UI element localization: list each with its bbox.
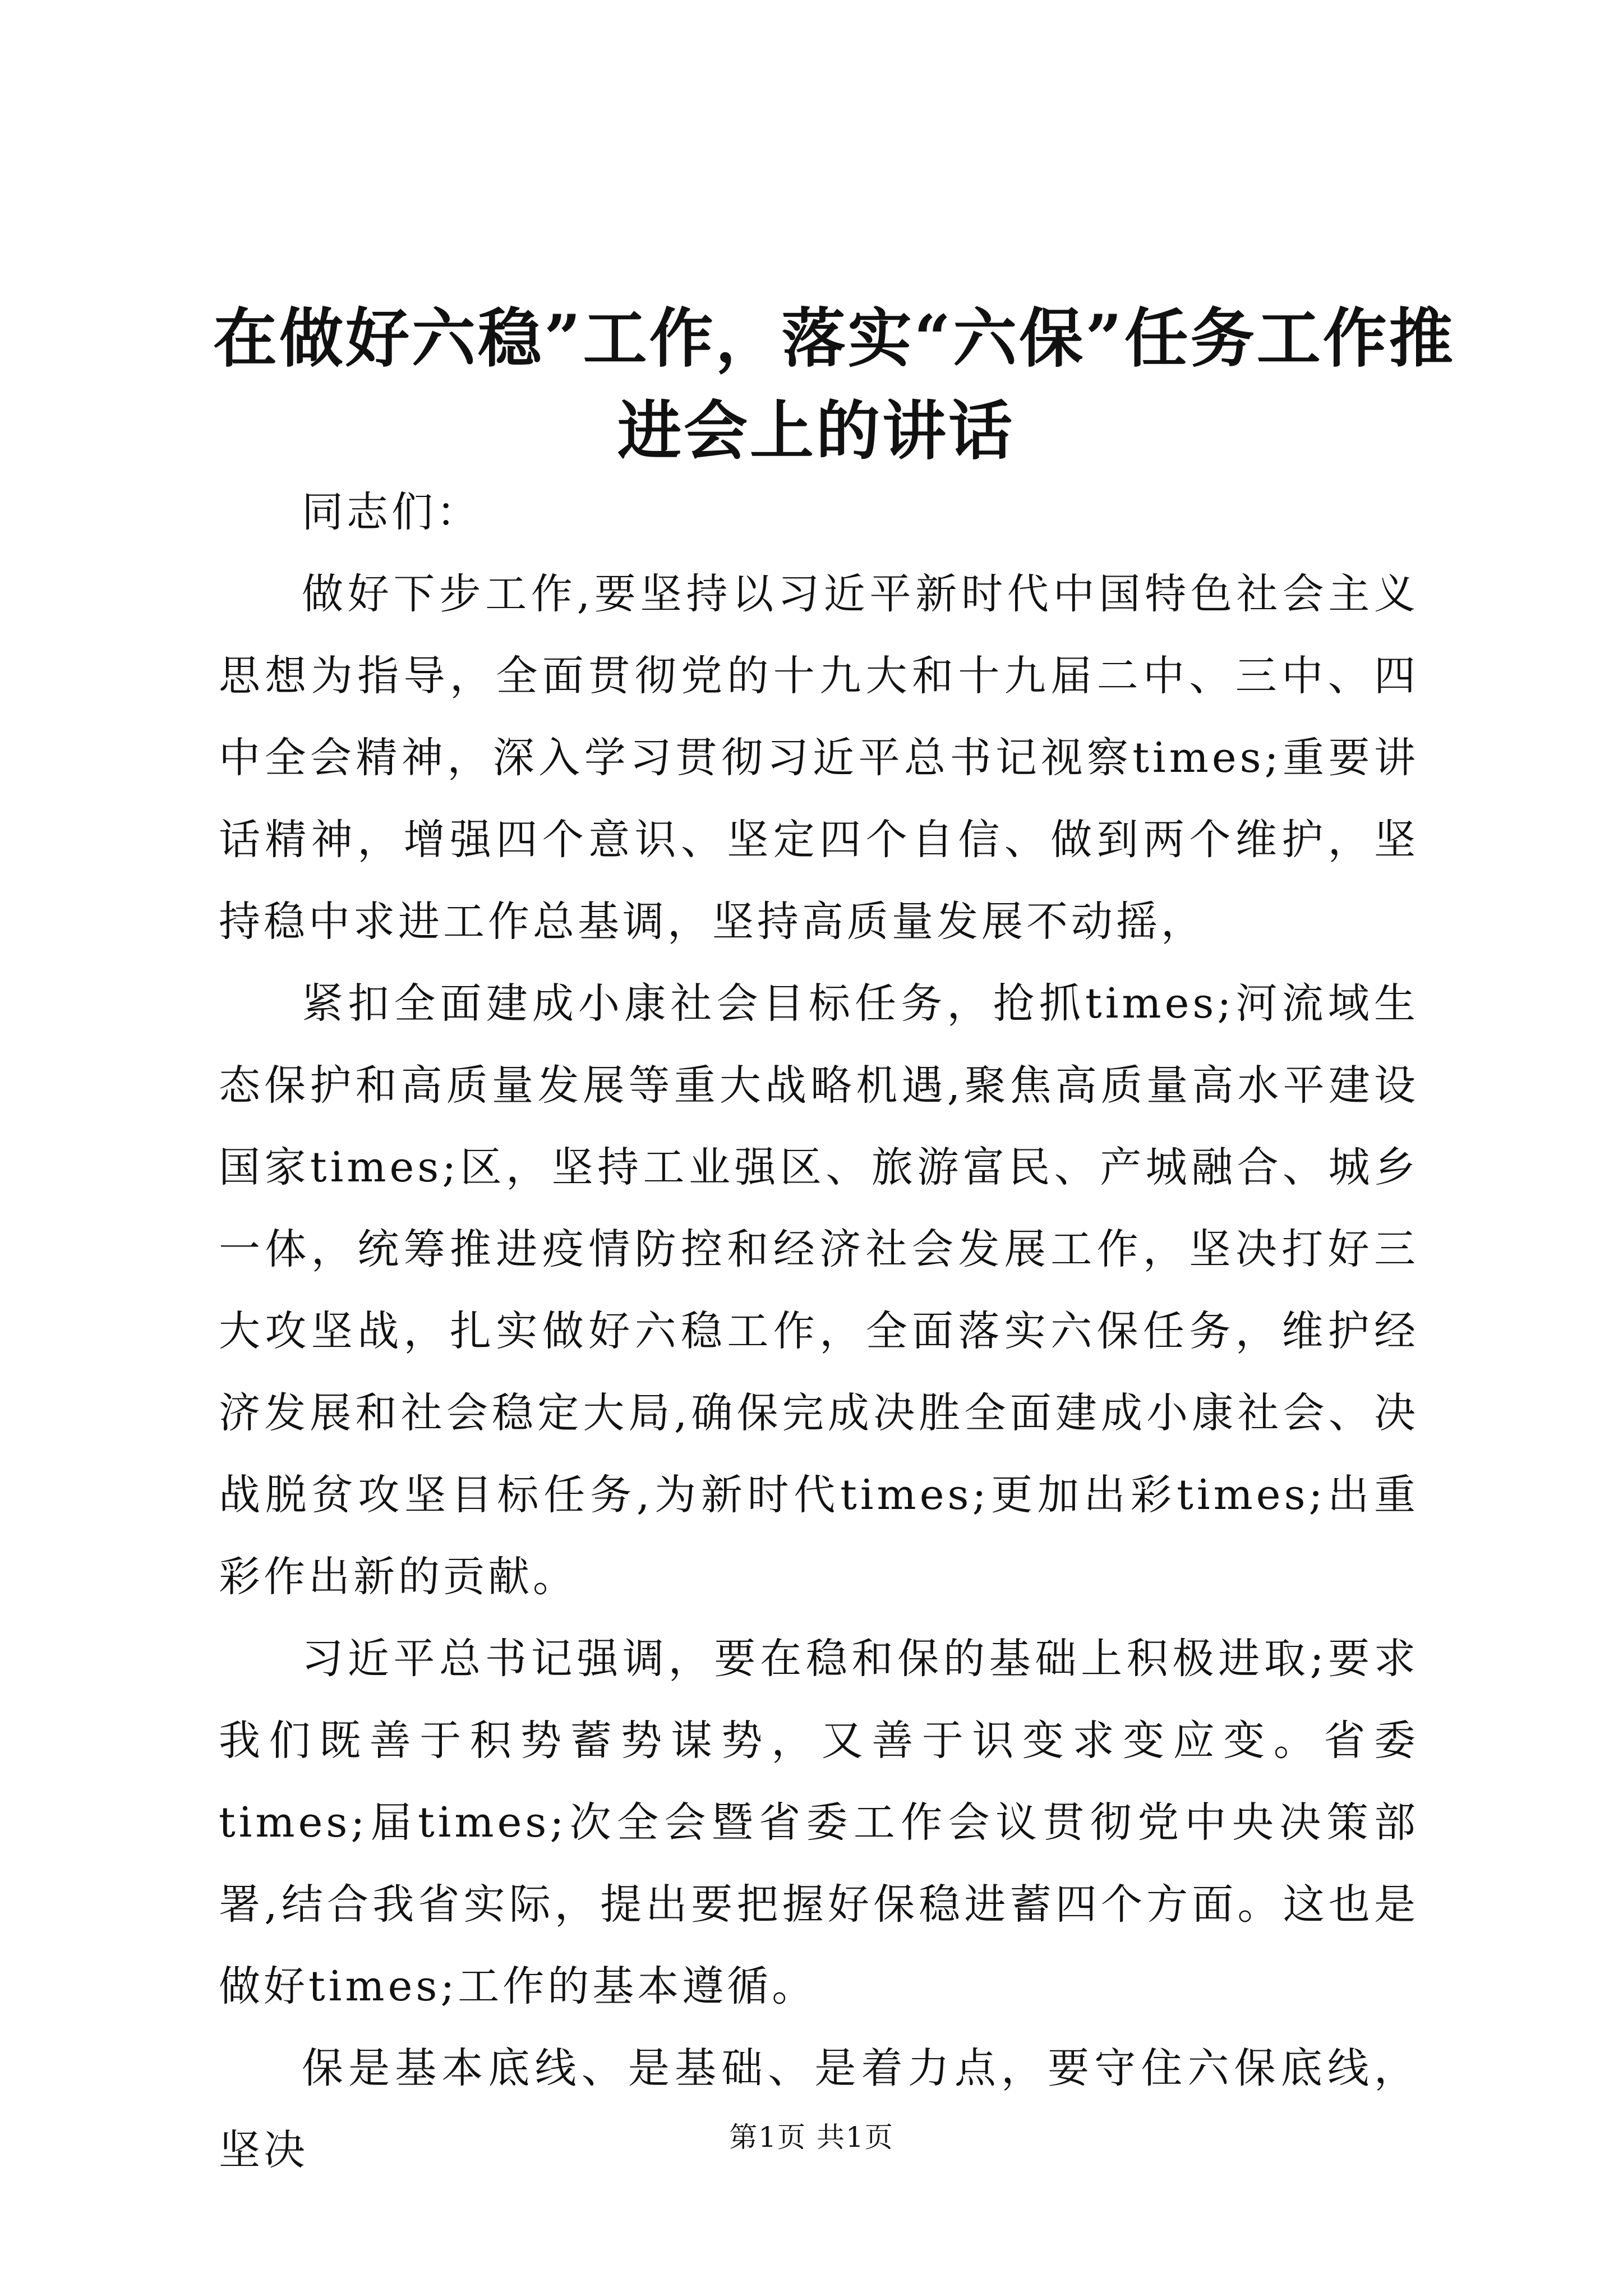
title-line-2: 进会上的讲话: [617, 393, 1015, 469]
document-title: [213, 292, 1455, 477]
salutation: 同志们：: [302, 488, 481, 536]
document-body: [219, 471, 1419, 2191]
paragraph-4: 保是基本底线、是基础、是着力点，要守住六保底线，坚决: [219, 2044, 1419, 2174]
paragraph-1: 做好下步工作,要坚持以习近平新时代中国特色社会主义思想为指导，全面贯彻党的十九大和十九届二中、三中、四中全会精神，深入学习贯彻习近平总书记视察times;重要讲话精神，增强四个意识、坚定四个自信、做到两个维护，坚持稳中求进工作总基调，坚持高质量发展不动摇，: [219, 570, 1419, 946]
title-line-1: 在做好六稳”工作，落实“六保”任务工作推: [213, 301, 1455, 376]
page-footer: 第1页 共1页: [729, 2121, 894, 2154]
paragraph-2: 紧扣全面建成小康社会目标任务，抢抓times;河流域生态保护和高质量发展等重大战略机遇,聚焦高质量高水平建设国家times;区，坚持工业强区、旅游富民、产城融合、城乡一体，统筹推进疫情防控和经济社会发展工作，坚决打好三大攻坚战，扎实做好六稳工作，全面落实六保任务，维护经济发展和社会稳定大局,确保完成决胜全面建成小康社会、决战脱贫攻坚目标任务,为新时代times;更加出彩times;出重彩作出新的贡献。: [219, 979, 1419, 1601]
paragraph-3: 习近平总书记强调，要在稳和保的基础上积极进取;要求我们既善于积势蓄势谋势，又善于识变求变应变。省委times;届times;次全会暨省委工作会议贯彻党中央决策部署,结合我省实际，提出要把握好保稳进蓄四个方面。这也是做好times;工作的基本遵循。: [219, 1635, 1419, 2010]
